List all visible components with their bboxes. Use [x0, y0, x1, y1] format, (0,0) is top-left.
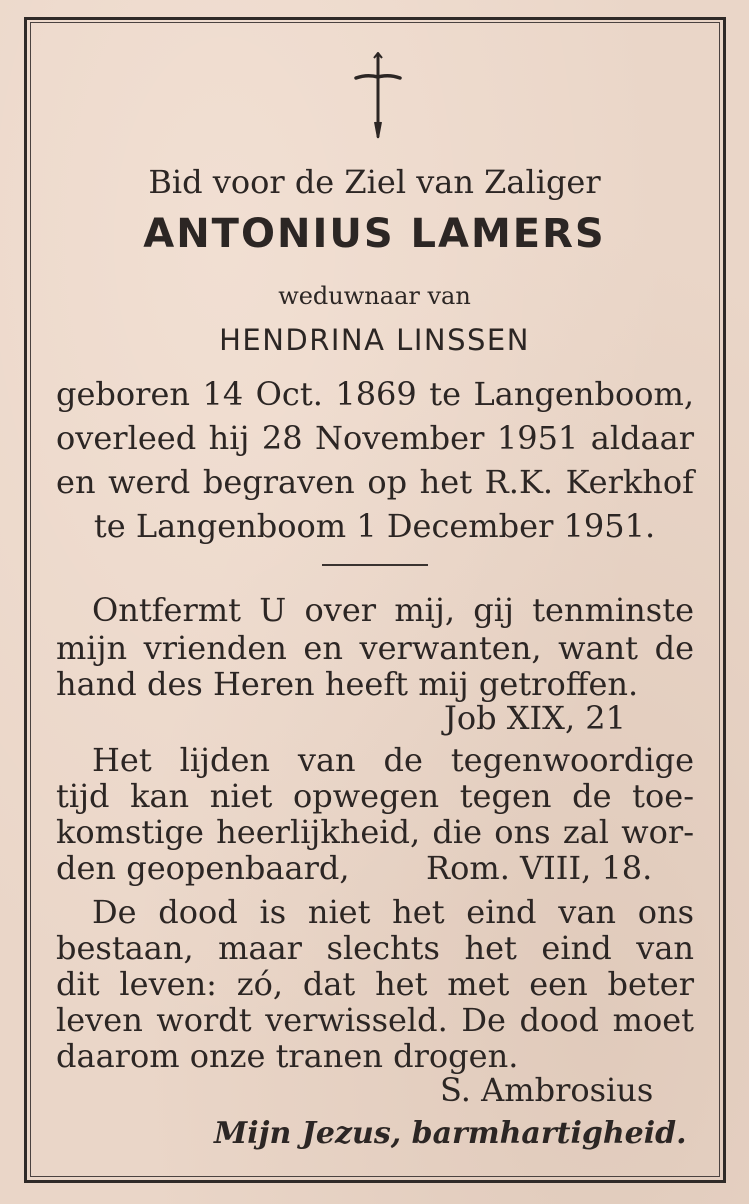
- verse-line: mijn vrienden en verwanten, want de: [56, 629, 694, 667]
- bio-line: overleed hij 28 November 1951 aldaar: [56, 419, 694, 457]
- bio-line: en werd begraven op het R.K. Kerkhof: [56, 463, 694, 501]
- verse-reference: Rom. VIII, 18.: [426, 849, 653, 887]
- verse-line: daarom onze tranen drogen.: [56, 1037, 519, 1075]
- verse-line: Ontfermt U over mij, gij tenminste: [92, 591, 694, 629]
- cross-icon: [350, 52, 406, 140]
- verse-line: hand des Heren heeft mij getroffen.: [56, 665, 639, 703]
- verse-line: dit leven: zó, dat het met een beter: [56, 965, 694, 1003]
- relation-label: weduwnaar van: [278, 282, 471, 310]
- verse-line: leven wordt verwisseld. De dood moet: [56, 1001, 694, 1039]
- spouse-name: HENDRINA LINSSEN: [219, 323, 530, 357]
- prayer-header: Bid voor de Ziel van Zaliger: [148, 163, 601, 201]
- bio-line: te Langenboom 1 December 1951.: [93, 507, 656, 545]
- verse-line: bestaan, maar slechts het eind van: [56, 929, 694, 967]
- bio-line: geboren 14 Oct. 1869 te Langenboom,: [56, 375, 694, 413]
- verse-reference: Job XIX, 21: [444, 699, 627, 737]
- verse-line: komstige heerlijkheid, die ons zal wor-: [56, 813, 694, 851]
- closing-prayer: Mijn Jezus, barmhartigheid.: [214, 1116, 687, 1151]
- verse-reference: S. Ambrosius: [440, 1071, 654, 1109]
- verse-line: tijd kan niet opwegen tegen de toe-: [56, 777, 694, 815]
- verse-line: den geopenbaard,: [56, 849, 350, 887]
- verse-line: Het lijden van de tegenwoordige: [92, 741, 694, 779]
- deceased-name: ANTONIUS LAMERS: [143, 211, 606, 257]
- verse-line: De dood is niet het eind van ons: [92, 893, 694, 931]
- divider: [322, 564, 428, 566]
